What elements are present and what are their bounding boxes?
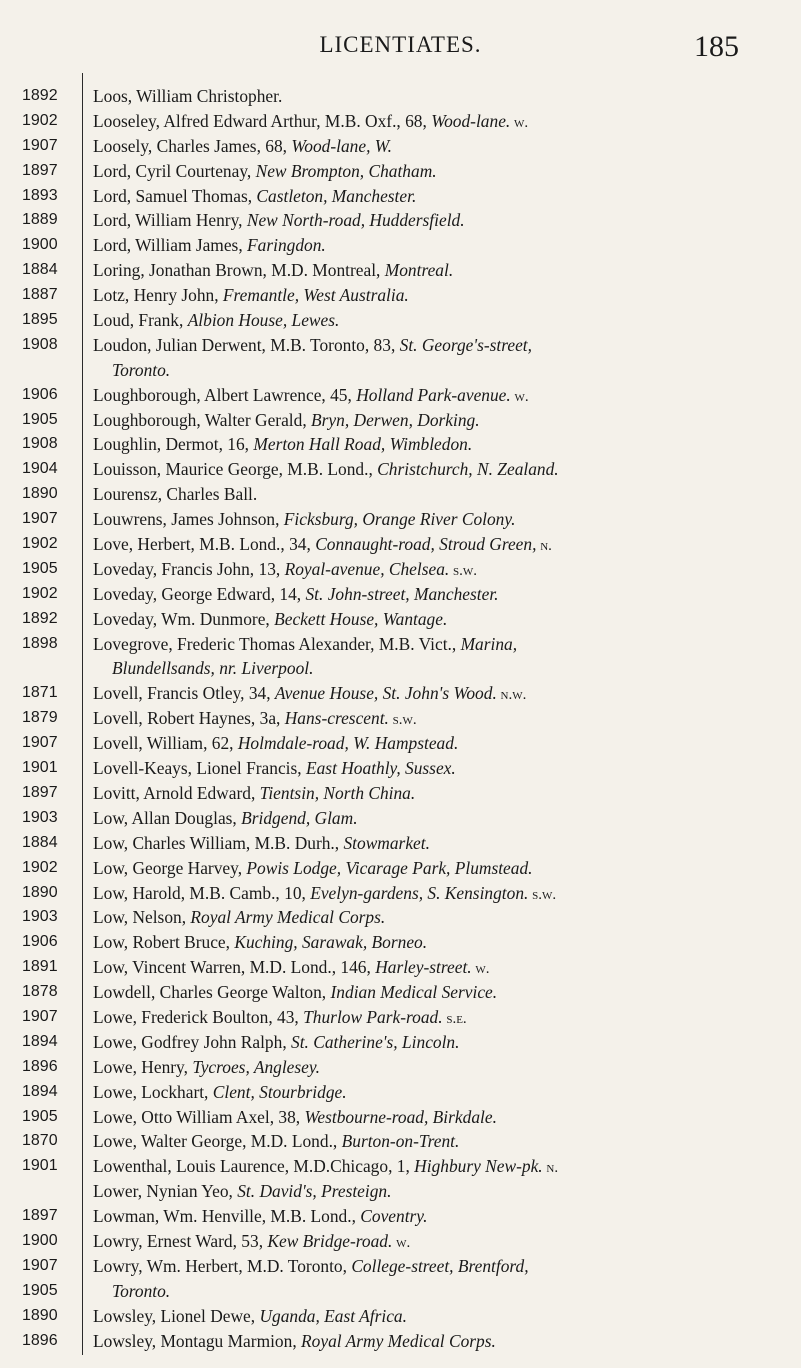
entry-name: Lourensz, Charles Ball. xyxy=(93,484,258,505)
entry-name: Looseley, Alfred Edward Arthur, M.B. Oxf., 68, xyxy=(93,110,432,131)
entry-name: Lowe, Frederick Boulton, 43, xyxy=(93,1006,304,1027)
entry-continuation xyxy=(0,358,801,383)
entry-text xyxy=(93,557,477,584)
list-item xyxy=(0,632,801,657)
list-item xyxy=(0,1005,801,1030)
entry-name: Loveday, George Edward, 14, xyxy=(93,583,306,604)
entry-year: 1905 xyxy=(22,1107,58,1125)
entry-year: 1879 xyxy=(22,709,58,727)
entry-name: Love, Herbert, M.B. Lond., 34, xyxy=(93,534,316,555)
list-item xyxy=(0,1254,801,1279)
entry-year: 1897 xyxy=(22,161,58,179)
entry-year: 1907 xyxy=(22,1256,58,1274)
entry-text xyxy=(93,457,559,484)
list-item xyxy=(0,233,801,258)
running-head xyxy=(0,30,801,64)
entry-name: Lord, Samuel Thomas, xyxy=(93,185,257,206)
entry-text xyxy=(93,1304,407,1331)
list-item xyxy=(0,208,801,233)
entry-text xyxy=(93,806,358,833)
entry-name: Low, Harold, M.B. Camb., 10, xyxy=(93,882,311,903)
entry-name: Loos, William Christopher. xyxy=(93,86,283,106)
entry-name: Loveday, Wm. Dunmore, xyxy=(93,608,275,629)
list-item xyxy=(0,706,801,731)
entry-text xyxy=(93,980,497,1007)
entry-year: 1896 xyxy=(22,1331,58,1349)
entry-address: Toronto. xyxy=(112,359,171,380)
entry-address: Harley-street. xyxy=(375,957,472,978)
list-item xyxy=(0,432,801,457)
list-item xyxy=(0,1129,801,1154)
entry-address: New Brompton, Chatham. xyxy=(255,160,437,181)
entry-year: 1905 xyxy=(22,1281,58,1299)
list-item xyxy=(0,1329,801,1354)
entry-district: w. xyxy=(392,1234,411,1251)
entry-district: w. xyxy=(471,961,490,978)
entry-name: Loughborough, Albert Lawrence, 45, xyxy=(93,384,357,405)
entry-year: 1889 xyxy=(22,211,58,229)
entry-text xyxy=(93,607,447,634)
list-item xyxy=(0,980,801,1005)
entry-name: Lowenthal, Louis Laurence, M.D.Chicago, 1, xyxy=(93,1156,415,1177)
list-item xyxy=(0,582,801,607)
entry-district: s.w. xyxy=(449,562,478,579)
entry-district: s.e. xyxy=(442,1010,467,1027)
list-item xyxy=(0,109,801,134)
entry-address: Burton-on-Trent. xyxy=(341,1131,460,1152)
entry-year: 1892 xyxy=(22,609,58,627)
entry-text xyxy=(93,1204,427,1231)
entry-name: Loveday, Francis John, 13, xyxy=(93,558,285,579)
entry-address: Holland Park-avenue. xyxy=(356,384,511,405)
entry-name: Louwrens, James Johnson, xyxy=(93,509,284,530)
entry-name: Lowry, Wm. Herbert, M.D. Toronto, xyxy=(93,1255,352,1276)
entry-text xyxy=(93,308,339,335)
list-item xyxy=(0,184,801,209)
entry-text xyxy=(93,1229,410,1256)
entry-year: 1907 xyxy=(22,136,58,154)
entry-year: 1871 xyxy=(22,684,58,702)
entry-name: Lowe, Otto William Axel, 38, xyxy=(93,1106,305,1127)
entry-year: 1902 xyxy=(22,858,58,876)
list-item xyxy=(0,507,801,532)
entry-year: 1896 xyxy=(22,1057,58,1075)
entry-text xyxy=(93,1055,320,1082)
entry-text xyxy=(93,930,427,957)
entry-year: 1901 xyxy=(22,1157,58,1175)
entry-year: 1900 xyxy=(22,1231,58,1249)
list-item xyxy=(0,159,801,184)
entry-text xyxy=(93,856,533,883)
list-item xyxy=(0,1179,801,1204)
entry-address: Faringdon. xyxy=(247,235,326,256)
entry-text xyxy=(93,84,282,111)
entry-district: w. xyxy=(510,114,529,131)
entry-year: 1903 xyxy=(22,908,58,926)
entry-address: Thurlow Park-road. xyxy=(303,1006,443,1027)
entry-address: Royal Army Medical Corps. xyxy=(301,1330,496,1351)
entry-name: Lowsley, Lionel Dewe, xyxy=(93,1305,260,1326)
entry-text xyxy=(93,333,532,360)
entry-year: 1907 xyxy=(22,1007,58,1025)
entry-address: Wood-lane. xyxy=(431,110,511,131)
entry-address: Connaught-road, Stroud Green, xyxy=(315,534,537,555)
list-item xyxy=(0,731,801,756)
entry-year: 1906 xyxy=(22,385,58,403)
entry-text xyxy=(93,408,480,435)
entry-name: Lotz, Henry John, xyxy=(93,285,223,306)
entry-text xyxy=(93,1154,558,1181)
entry-district: s.w. xyxy=(528,886,557,903)
entry-address: Hans-crescent. xyxy=(284,708,389,729)
entry-year: 1890 xyxy=(22,485,58,503)
entry-text xyxy=(93,1179,391,1206)
list-item xyxy=(0,457,801,482)
entry-text xyxy=(93,1005,467,1032)
list-item xyxy=(0,383,801,408)
entry-address: Kew Bridge-road. xyxy=(267,1230,393,1251)
entry-text xyxy=(93,258,453,285)
entry-address: Tycroes, Anglesey. xyxy=(192,1056,320,1077)
list-item xyxy=(0,607,801,632)
entry-name: Low, George Harvey, xyxy=(93,857,247,878)
entry-address: Kuching, Sarawak, Borneo. xyxy=(234,932,428,953)
entry-name: Lowe, Lockhart, xyxy=(93,1081,213,1102)
entry-address: Toronto. xyxy=(112,1280,171,1301)
entry-address: Royal-avenue, Chelsea. xyxy=(284,558,450,579)
list-item xyxy=(0,1055,801,1080)
entry-district: n. xyxy=(536,538,552,555)
entry-name: Lovell, Robert Haynes, 3a, xyxy=(93,708,285,729)
entry-name: Lovitt, Arnold Edward, xyxy=(93,782,260,803)
entry-address: Ficksburg, Orange River Colony. xyxy=(283,509,516,530)
entry-text xyxy=(93,681,526,708)
entry-address: Montreal. xyxy=(384,260,454,281)
entry-address: Evelyn-gardens, S. Kensington. xyxy=(310,882,529,903)
entry-text xyxy=(93,109,528,136)
entry-address: Fremantle, West Australia. xyxy=(222,285,409,306)
entry-address: St. John-street, Manchester. xyxy=(305,583,499,604)
page-number: 185 xyxy=(694,30,739,63)
entry-address: Merton Hall Road, Wimbledon. xyxy=(253,434,473,455)
entry-name: Louisson, Maurice George, M.B. Lond., xyxy=(93,459,378,480)
list-item xyxy=(0,1154,801,1179)
entry-text xyxy=(93,134,392,161)
list-item xyxy=(0,84,801,109)
entry-name: Low, Nelson, xyxy=(93,907,191,928)
entry-year: 1908 xyxy=(22,435,58,453)
entry-address: Castleton, Manchester. xyxy=(256,185,417,206)
entry-text xyxy=(93,731,458,758)
list-item xyxy=(0,930,801,955)
entry-text xyxy=(93,756,456,783)
entry-name: Lovell-Keays, Lionel Francis, xyxy=(93,758,306,779)
entry-name: Lovell, Francis Otley, 34, xyxy=(93,683,275,704)
entry-year: 1901 xyxy=(22,759,58,777)
entry-text xyxy=(93,208,465,235)
entry-year: 1907 xyxy=(22,510,58,528)
entry-text xyxy=(93,482,257,509)
list-item xyxy=(0,333,801,358)
entry-name: Lord, Cyril Courtenay, xyxy=(93,160,256,181)
entry-name: Low, Vincent Warren, M.D. Lond., 146, xyxy=(93,957,376,978)
entry-text xyxy=(93,1080,347,1107)
entry-year: 1905 xyxy=(22,559,58,577)
entry-address: St. David's, Presteign. xyxy=(237,1181,392,1202)
entry-text xyxy=(93,582,499,609)
entry-year: 1906 xyxy=(22,933,58,951)
entry-text xyxy=(93,432,472,459)
entry-year: 1892 xyxy=(22,87,58,104)
entry-name: Lowry, Ernest Ward, 53, xyxy=(93,1230,268,1251)
entry-name: Loosely, Charles James, 68, xyxy=(93,135,292,156)
entry-text xyxy=(93,1030,459,1057)
entry-address: Christchurch, N. Zealand. xyxy=(377,459,559,480)
entry-name: Loudon, Julian Derwent, M.B. Toronto, 83, xyxy=(93,334,400,355)
entry-name: Lord, William Henry, xyxy=(93,210,247,231)
entry-year: 1905 xyxy=(22,410,58,428)
entry-address: Blundellsands, nr. Liverpool. xyxy=(112,658,314,679)
entry-year: 1884 xyxy=(22,261,58,279)
list-item xyxy=(0,781,801,806)
entry-name: Low, Allan Douglas, xyxy=(93,807,242,828)
list-item xyxy=(0,955,801,980)
entry-address: Tientsin, North China. xyxy=(259,782,416,803)
entry-text xyxy=(93,632,517,659)
entry-name: Loughlin, Dermot, 16, xyxy=(93,434,254,455)
list-item xyxy=(0,681,801,706)
entry-name: Lowe, Walter George, M.D. Lond., xyxy=(93,1131,342,1152)
entry-year: 1907 xyxy=(22,734,58,752)
entry-text xyxy=(93,283,409,310)
entry-name: Lovegrove, Frederic Thomas Alexander, M.B. Vict., xyxy=(93,633,461,654)
list-item xyxy=(0,1030,801,1055)
entry-continuation xyxy=(0,656,801,681)
entry-year: 1898 xyxy=(22,634,58,652)
entry-address: East Hoathly, Sussex. xyxy=(305,758,456,779)
entry-address: College-street, Brentford, xyxy=(351,1255,529,1276)
entry-district: w. xyxy=(510,388,529,405)
entry-address: Clent, Stourbridge. xyxy=(212,1081,347,1102)
list-item xyxy=(0,1080,801,1105)
entry-year: 1890 xyxy=(22,1306,58,1324)
entry-name: Lowe, Henry, xyxy=(93,1056,193,1077)
entry-name: Lowman, Wm. Henville, M.B. Lond., xyxy=(93,1206,361,1227)
entry-text xyxy=(93,1329,496,1356)
licentiate-list xyxy=(0,84,801,1353)
entry-year: 1891 xyxy=(22,958,58,976)
entry-name: Lowe, Godfrey John Ralph, xyxy=(93,1031,292,1052)
entry-text xyxy=(93,1105,497,1132)
list-item xyxy=(0,1229,801,1254)
entry-address: Indian Medical Service. xyxy=(330,982,498,1003)
entry-district: n.w. xyxy=(496,687,527,704)
entry-address: Bryn, Derwen, Dorking. xyxy=(311,409,480,430)
entry-district: s.w. xyxy=(388,712,417,729)
entry-address: Coventry. xyxy=(360,1206,428,1227)
entry-address: St. Catherine's, Lincoln. xyxy=(291,1031,460,1052)
entry-continuation xyxy=(0,1279,801,1304)
list-item xyxy=(0,1105,801,1130)
list-item xyxy=(0,806,801,831)
entry-address: Avenue House, St. John's Wood. xyxy=(274,683,497,704)
entry-text xyxy=(112,1279,170,1306)
list-item xyxy=(0,258,801,283)
entry-text xyxy=(93,233,326,260)
list-item xyxy=(0,482,801,507)
entry-district: n. xyxy=(542,1160,559,1177)
entry-name: Loring, Jonathan Brown, M.D. Montreal, xyxy=(93,260,385,281)
entry-address: Royal Army Medical Corps. xyxy=(190,907,386,928)
entry-year: 1887 xyxy=(22,286,58,304)
entry-year: 1900 xyxy=(22,236,58,254)
list-item xyxy=(0,557,801,582)
entry-text xyxy=(93,507,515,534)
entry-year: 1884 xyxy=(22,833,58,851)
entry-name: Lower, Nynian Yeo, xyxy=(93,1181,238,1202)
entry-year: 1870 xyxy=(22,1132,58,1150)
entry-address: Wood-lane, W. xyxy=(291,135,392,156)
entry-text xyxy=(93,955,490,982)
list-item xyxy=(0,856,801,881)
entry-text xyxy=(93,1254,529,1281)
entry-text xyxy=(93,184,416,211)
entry-year: 1908 xyxy=(22,335,58,353)
entry-address: Westbourne-road, Birkdale. xyxy=(304,1106,497,1127)
entry-year: 1897 xyxy=(22,1207,58,1225)
list-item xyxy=(0,308,801,333)
entry-year: 1893 xyxy=(22,186,58,204)
entry-text xyxy=(93,1129,459,1156)
entry-address: Highbury New-pk. xyxy=(414,1156,543,1177)
entry-year: 1878 xyxy=(22,983,58,1001)
entry-address: Albion House, Lewes. xyxy=(187,310,340,331)
entry-address: St. George's-street, xyxy=(399,334,532,355)
entry-year: 1902 xyxy=(22,535,58,553)
entry-name: Lovell, William, 62, xyxy=(93,733,238,754)
entry-year: 1890 xyxy=(22,883,58,901)
list-item xyxy=(0,905,801,930)
list-item xyxy=(0,831,801,856)
entry-address: Marina, xyxy=(460,633,518,654)
list-item xyxy=(0,756,801,781)
entry-address: Powis Lodge, Vicarage Park, Plumstead. xyxy=(246,857,533,878)
entry-text xyxy=(93,831,430,858)
entry-year: 1902 xyxy=(22,584,58,602)
entry-text xyxy=(93,905,385,932)
page-header-title: LICENTIATES. xyxy=(319,32,482,57)
entry-year: 1895 xyxy=(22,311,58,329)
entry-name: Loughborough, Walter Gerald, xyxy=(93,409,312,430)
entry-address: Beckett House, Wantage. xyxy=(274,608,448,629)
entry-name: Lord, William James, xyxy=(93,235,248,256)
list-item xyxy=(0,283,801,308)
entry-name: Lowsley, Montagu Marmion, xyxy=(93,1330,302,1351)
entry-year: 1903 xyxy=(22,808,58,826)
list-item xyxy=(0,881,801,906)
entry-text xyxy=(93,159,437,186)
entry-name: Loud, Frank, xyxy=(93,310,188,331)
list-item xyxy=(0,1304,801,1329)
entry-address: New North-road, Huddersfield. xyxy=(246,210,465,231)
entry-address: Holmdale-road, W. Hampstead. xyxy=(237,733,459,754)
entry-year: 1904 xyxy=(22,460,58,478)
entry-year: 1897 xyxy=(22,783,58,801)
entry-text xyxy=(93,532,552,559)
list-item xyxy=(0,408,801,433)
entry-text xyxy=(112,358,170,385)
entry-text xyxy=(93,706,417,733)
list-item xyxy=(0,532,801,557)
entry-year: 1894 xyxy=(22,1082,58,1100)
entry-text xyxy=(93,781,415,808)
list-item xyxy=(0,1204,801,1229)
entry-name: Lowdell, Charles George Walton, xyxy=(93,982,331,1003)
entry-text xyxy=(93,383,529,410)
entry-year: 1894 xyxy=(22,1032,58,1050)
entry-year: 1902 xyxy=(22,111,58,129)
entry-address: Stowmarket. xyxy=(343,832,430,853)
list-item xyxy=(0,134,801,159)
entry-name: Low, Robert Bruce, xyxy=(93,932,235,953)
entry-text xyxy=(93,881,556,908)
entry-address: Uganda, East Africa. xyxy=(259,1305,407,1326)
entry-name: Low, Charles William, M.B. Durh., xyxy=(93,832,344,853)
entry-address: Bridgend, Glam. xyxy=(241,807,358,828)
entry-text xyxy=(112,656,313,683)
